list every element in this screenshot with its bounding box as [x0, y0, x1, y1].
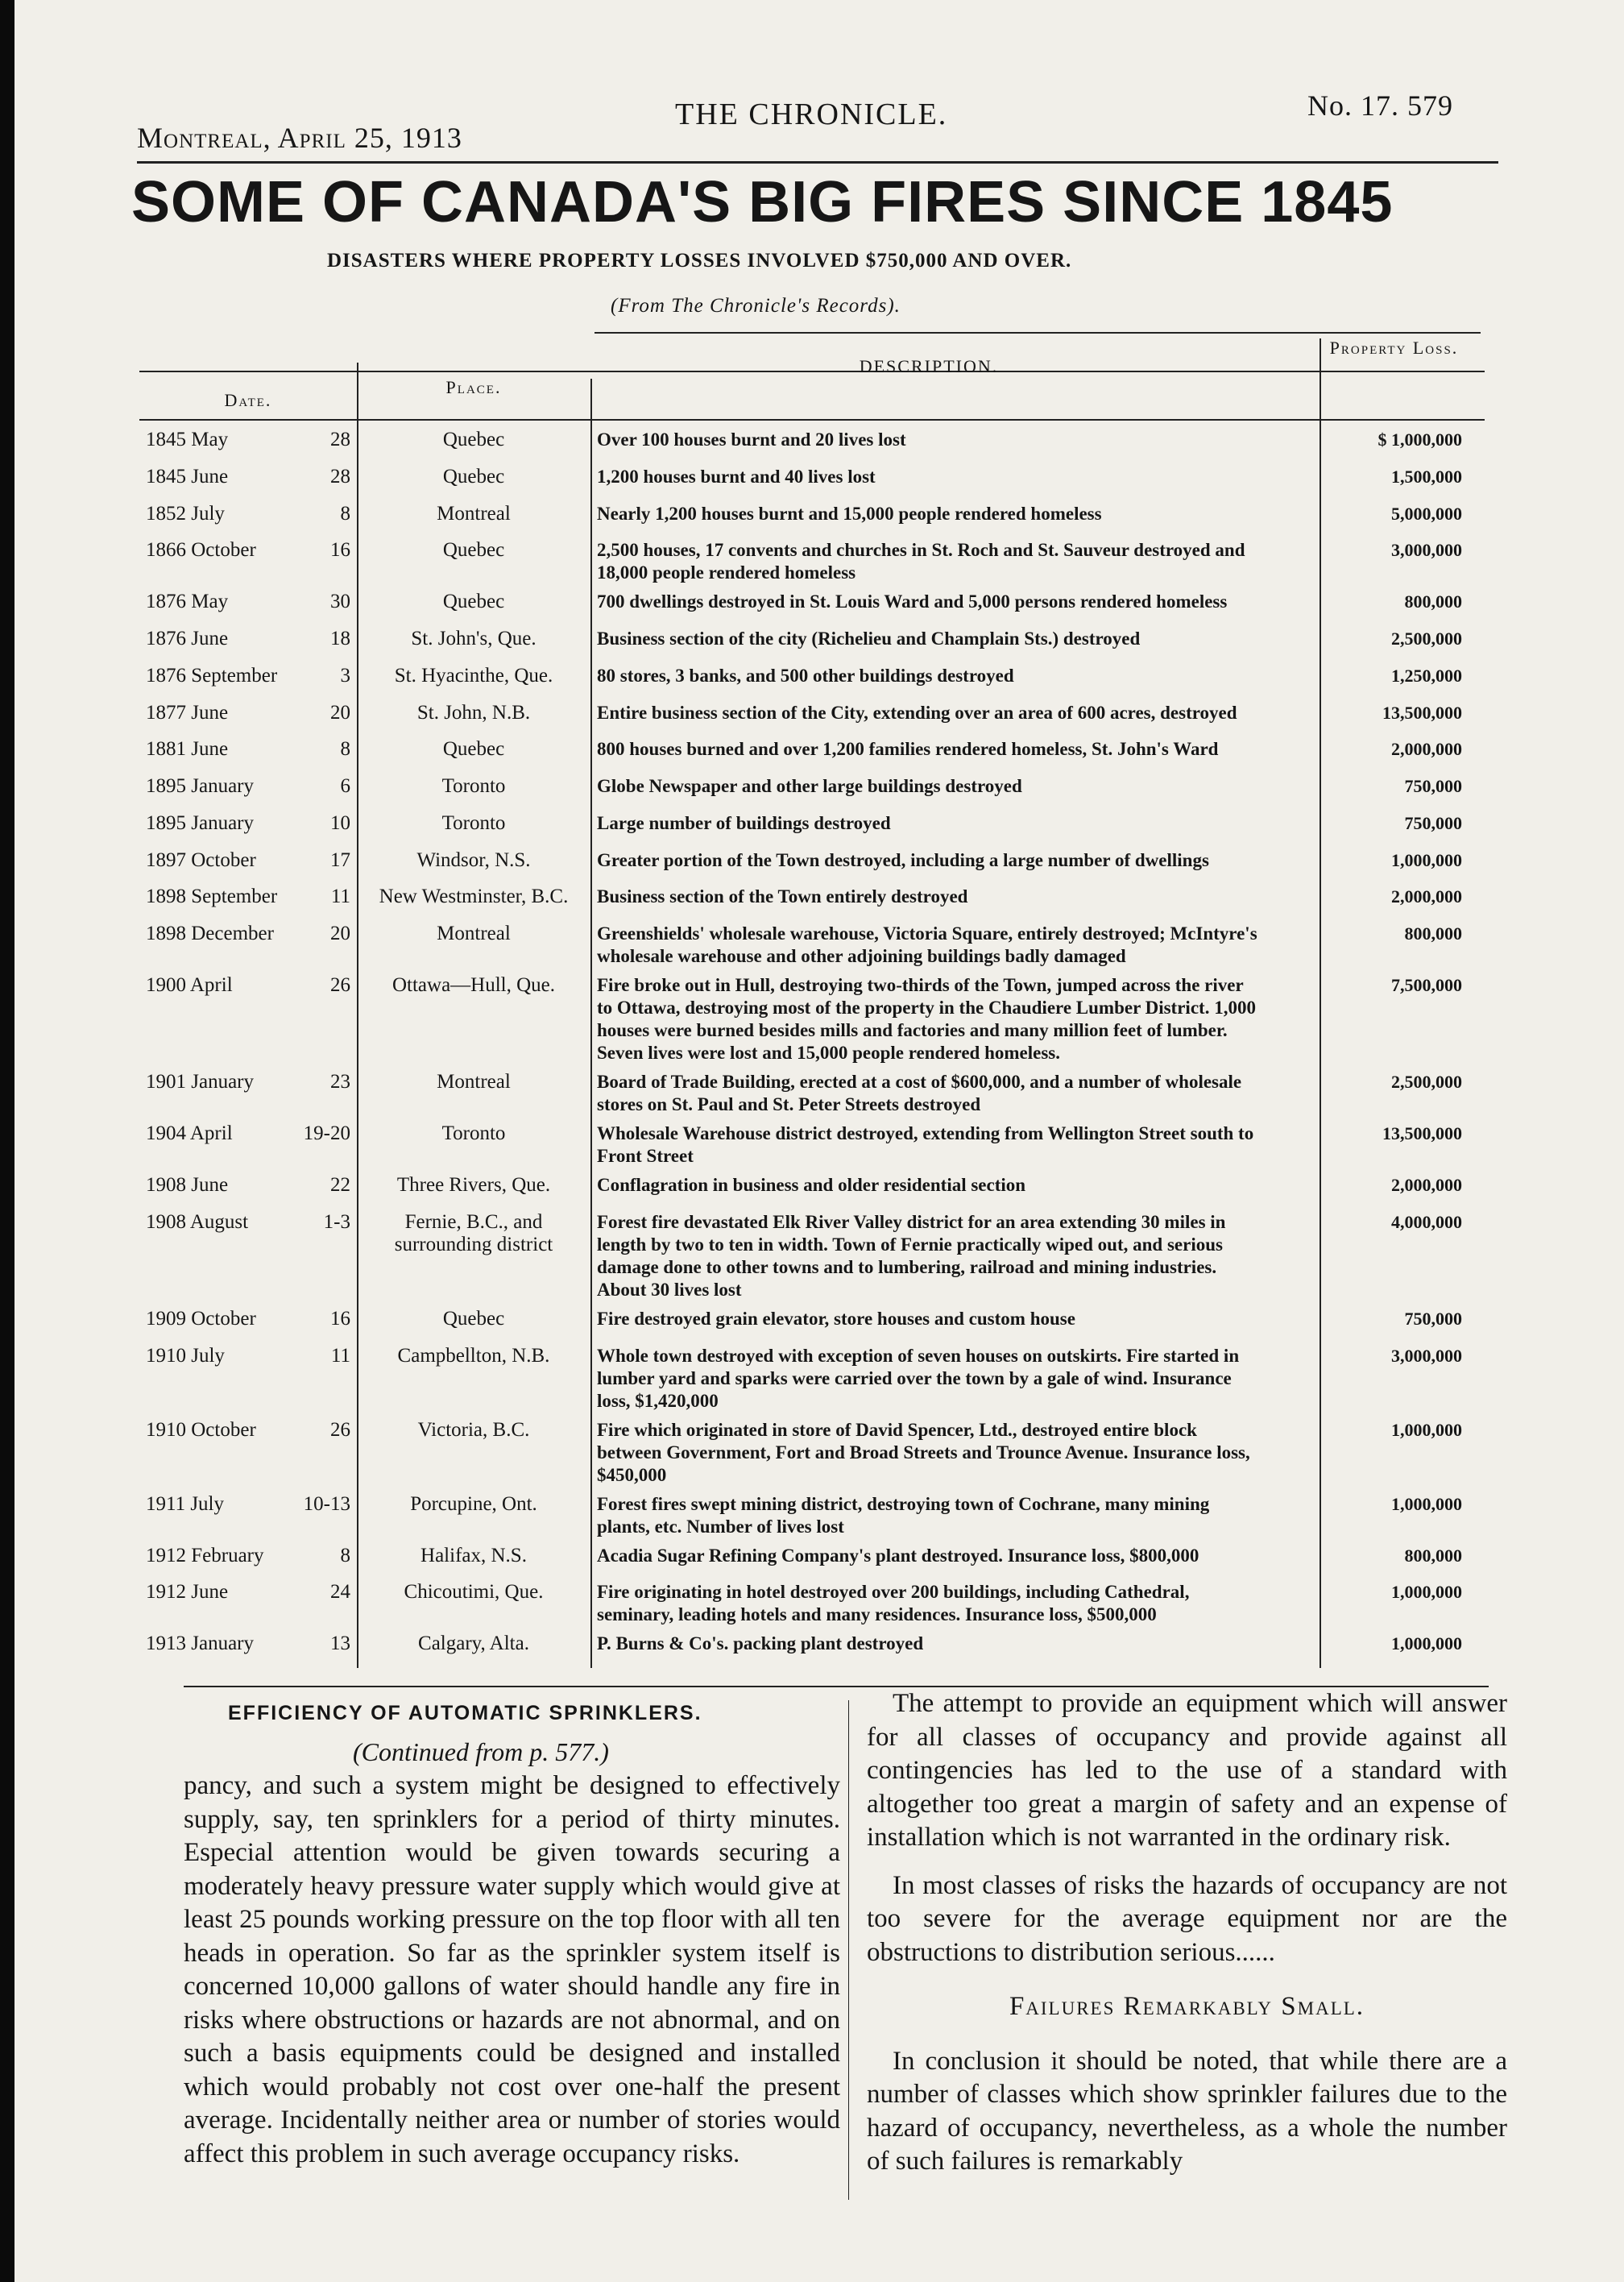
column-header-description: DESCRIPTION.: [859, 356, 999, 376]
date-label: 1876 September: [146, 664, 278, 687]
day-label: 3: [340, 664, 350, 687]
table-cell-date: [139, 846, 357, 883]
table-cell-description: Whole town destroyed with exception of seven houses on outskirts. Fire started in lumber yard and sparks were carried over the town by a gale of wind. Insurance loss, $1,420,000: [597, 1345, 1240, 1411]
table-cell-place: St. John, N.B.: [416, 701, 531, 724]
table-cell-place: Quebec: [442, 539, 505, 562]
table-cell-description: Fire which originated in store of David Spencer, Ltd., destroyed entire block between Government, Fort and Broad Streets and Trounce Avenue. Insurance loss, $450,000: [597, 1419, 1250, 1485]
date-label: 1912 June: [146, 1581, 229, 1604]
table-cell-date: [139, 1068, 357, 1119]
day-label: 11: [330, 1344, 350, 1367]
table-cell-place: Porcupine, Ont.: [410, 1492, 537, 1515]
page-header-masthead: THE CHRONICLE.: [675, 98, 948, 131]
article-title: EFFICIENCY OF AUTOMATIC SPRINKLERS.: [228, 1702, 702, 1724]
date-label: 1898 December: [146, 923, 274, 944]
table-cell-loss: 800,000: [1404, 923, 1462, 944]
table-cell-loss: 2,000,000: [1391, 886, 1462, 907]
table-cell-place: Toronto: [441, 775, 506, 797]
table-cell-description: 80 stores, 3 banks, and 500 other buildings destroyed: [597, 665, 1014, 686]
table-cell-loss: 5,000,000: [1391, 503, 1462, 524]
article-left-column: pancy, and such a system might be designed to effectively supply, say, ten sprinklers for a period of thirty minutes. Especial attention would be given towards securing a moderately heavy pressure water supply which would give at least 25 pounds working pressure on the top floor with all ten heads in operation. So far as the sprinkler system itself is concerned 10,000 gallons of water should handle any fire in risks where obstructions or hazards are not abnormal, and on such a basis equipments could be designed and installed which would probably not cost over one-half the present average. Incidentally neither area or number of stories would affect this problem in such average occupancy risks.: [184, 1771, 840, 2168]
date-label: 1913 January: [146, 1633, 254, 1655]
table-cell-loss: 1,000,000: [1391, 849, 1462, 870]
table-cell-description: Acadia Sugar Refining Company's plant destroyed. Insurance loss, $800,000: [597, 1545, 1199, 1566]
date-label: 1876 May: [146, 591, 229, 613]
table-cell-description: Conflagration in business and older residential section: [597, 1175, 1026, 1195]
table-cell-loss: 1,000,000: [1391, 1493, 1462, 1514]
table-cell-description: P. Burns & Co's. packing plant destroyed: [597, 1633, 924, 1654]
day-label: 16: [330, 1307, 350, 1330]
date-label: 1904 April: [146, 1122, 233, 1144]
day-label: 23: [330, 1071, 350, 1093]
table-cell-loss: 13,500,000: [1382, 1123, 1462, 1143]
day-label: 11: [330, 886, 350, 908]
article-section-heading: Failures Remarkably Small.: [1009, 1992, 1365, 2021]
table-cell-date: [139, 809, 357, 846]
date-label: 1901 January: [146, 1071, 254, 1093]
table-cell-place: Victoria, B.C.: [417, 1418, 530, 1441]
table-cell-place: Calgary, Alta.: [418, 1633, 529, 1655]
table-cell-loss: 750,000: [1404, 776, 1462, 796]
table-cell-loss: 2,500,000: [1391, 1072, 1462, 1092]
table-cell-date: [139, 1541, 357, 1579]
day-label: 1-3: [323, 1210, 350, 1233]
table-cell-date: [139, 624, 357, 662]
table-cell-loss: 750,000: [1404, 1308, 1462, 1329]
table-cell-place: Ottawa—Hull, Que.: [392, 974, 556, 996]
date-label: 1900 April: [146, 974, 233, 996]
day-label: 8: [340, 738, 350, 761]
table-cell-place: Toronto: [441, 811, 506, 834]
table-cell-date: [139, 1578, 357, 1629]
day-label: 10: [330, 811, 350, 834]
table-cell-date: [139, 1119, 357, 1171]
day-label: 6: [340, 775, 350, 797]
table-cell-description: Forest fire devastated Elk River Valley district for an area extending 30 miles in length by two to ten in width. Town of Fernie practically wiped out, and serious damage done to other towns and to lumbering, railroad and mining industries. About 30 lives lost: [597, 1211, 1226, 1300]
date-label: 1898 September: [146, 886, 278, 908]
table-cell-loss: 800,000: [1404, 591, 1462, 612]
table-cell-date: [139, 699, 357, 736]
table-cell-date: [139, 587, 357, 624]
table-cell-date: [139, 536, 357, 587]
table-cell-loss: 1,000,000: [1391, 1419, 1462, 1440]
table-cell-date: [139, 1171, 357, 1208]
column-header-place: Place.: [445, 377, 502, 397]
day-label: 19-20: [303, 1122, 350, 1144]
article-right-column: [867, 1687, 1507, 2193]
day-label: 20: [330, 923, 350, 944]
table-cell-date: [139, 1305, 357, 1342]
table-cell-place: Quebec: [442, 429, 505, 450]
day-label: 10-13: [303, 1492, 350, 1515]
table-cell-place: St. John's, Que.: [411, 628, 536, 649]
table-cell-place: St. Hyacinthe, Que.: [394, 664, 553, 687]
table-cell-description: Business section of the Town entirely destroyed: [597, 886, 968, 907]
table-cell-date: [139, 919, 357, 971]
table-cell-place: Quebec: [442, 738, 505, 761]
day-label: 28: [330, 465, 350, 488]
table-cell-description: Forest fires swept mining district, destroying town of Cochrane, many mining plants, etc. Number of lives lost: [597, 1493, 1210, 1537]
table-cell-place: Chicoutimi, Que.: [404, 1581, 544, 1604]
table-cell-date: [139, 425, 357, 463]
table-cell-loss: 1,000,000: [1391, 1633, 1462, 1654]
day-label: 13: [330, 1633, 350, 1655]
table-cell-place: Montreal: [437, 502, 511, 525]
table-cell-loss: 1,000,000: [1391, 1582, 1462, 1603]
date-label: 1877 June: [146, 701, 229, 724]
table-cell-description: Entire business section of the City, extending over an area of 600 acres, destroyed: [597, 702, 1237, 723]
article-paragraph: The attempt to provide an equipment which will answer for all classes of occupancy and provide against all contingencies has led to the use of a standard with altogether too great a margin of safety and an expense of installation which is not warranted in the ordinary risk.: [867, 1689, 1507, 1852]
article-continued-note: (Continued from p. 577.): [353, 1737, 609, 1766]
table-cell-place: Toronto: [441, 1122, 506, 1144]
date-label: 1911 July: [146, 1492, 224, 1515]
day-label: 18: [330, 628, 350, 649]
table-cell-description: Fire destroyed grain elevator, store houses and custom house: [597, 1308, 1075, 1329]
date-label: 1910 October: [146, 1418, 256, 1441]
header-rule: [137, 161, 1498, 164]
date-label: 1912 February: [146, 1544, 264, 1566]
article-subheadline: DISASTERS WHERE PROPERTY LOSSES INVOLVED $750,000 AND OVER.: [327, 250, 1072, 272]
table-cell-place: Three Rivers, Que.: [396, 1174, 551, 1196]
table-cell-description: Greenshields' wholesale warehouse, Victoria Square, entirely destroyed; McIntyre's wholesale warehouse and other adjoining buildings badly damaged: [597, 923, 1257, 966]
table-cell-description: Fire broke out in Hull, destroying two-thirds of the Town, jumped across the river to Ottawa, destroying most of the property in the Chaudiere Lumber District. 1,000 houses were burned besides mills and factories and many million feet of lumber. Seven lives were lost and 15,000 people rendered homeless.: [597, 975, 1256, 1063]
date-label: 1845 May: [146, 429, 229, 450]
table-cell-loss: 2,000,000: [1391, 739, 1462, 760]
date-label: 1908 August: [146, 1210, 249, 1233]
date-label: 1895 January: [146, 775, 254, 797]
table-cell-date: [139, 971, 357, 1068]
table-cell-date: [139, 1208, 357, 1305]
table-cell-place: Campbellton, N.B.: [397, 1344, 550, 1367]
date-label: 1910 July: [146, 1344, 225, 1367]
day-label: 30: [330, 591, 350, 613]
table-cell-loss: 3,000,000: [1391, 540, 1462, 561]
table-cell-description: Board of Trade Building, erected at a cost of $600,000, and a number of wholesale stores on St. Paul and St. Peter Streets destroyed: [597, 1072, 1242, 1114]
table-cell-description: 2,500 houses, 17 convents and churches in St. Roch and St. Sauveur destroyed and 18,000 people rendered homeless: [597, 540, 1245, 583]
table-top-rule: [594, 332, 1481, 334]
table-cell-place: Windsor, N.S.: [416, 848, 531, 871]
day-label: 17: [330, 848, 350, 871]
day-label: 8: [340, 502, 350, 525]
table-cell-description: Over 100 houses burnt and 20 lives lost: [597, 429, 906, 450]
table-cell-date: [139, 882, 357, 919]
day-label: 22: [330, 1174, 350, 1196]
table-cell-description: Business section of the city (Richelieu and Champlain Sts.) destroyed: [597, 629, 1141, 649]
day-label: 26: [330, 1418, 350, 1441]
table-cell-description: Nearly 1,200 houses burnt and 15,000 people rendered homeless: [597, 503, 1102, 524]
table-cell-loss: $ 1,000,000: [1378, 429, 1462, 450]
table-cell-place: Quebec: [442, 591, 505, 613]
table-cell-place: Halifax, N.S.: [420, 1544, 527, 1566]
table-cell-loss: 2,500,000: [1391, 629, 1462, 649]
day-label: 28: [330, 429, 350, 450]
table-header-bottom-rule: [139, 419, 1485, 421]
table-cell-place: Montreal: [437, 923, 511, 944]
table-cell-description: Globe Newspaper and other large buildings destroyed: [597, 776, 1022, 796]
table-cell-loss: 4,000,000: [1391, 1211, 1462, 1232]
table-cell-date: [139, 1342, 357, 1416]
article-source-note: (From The Chronicle's Records).: [611, 295, 901, 317]
article-column-divider: [848, 1700, 849, 2200]
table-cell-place: Quebec: [442, 1307, 505, 1330]
table-cell-date: [139, 1629, 357, 1666]
table-cell-loss: 3,000,000: [1391, 1345, 1462, 1366]
table-cell-loss: 1,250,000: [1391, 665, 1462, 686]
date-label: 1895 January: [146, 811, 254, 834]
table-cell-description: Wholesale Warehouse district destroyed, extending from Wellington Street south to Front Street: [597, 1123, 1254, 1166]
table-cell-place: Montreal: [437, 1071, 511, 1093]
article-headline: SOME OF CANADA'S BIG FIRES SINCE 1845: [131, 170, 1394, 234]
table-cell-loss: 1,500,000: [1391, 466, 1462, 487]
date-label: 1852 July: [146, 502, 225, 525]
day-label: 26: [330, 974, 350, 996]
table-cell-description: Fire originating in hotel destroyed over 200 buildings, including Cathedral, seminary, leading hotels and many residences. Insurance loss, $500,000: [597, 1582, 1190, 1625]
table-cell-loss: 2,000,000: [1391, 1175, 1462, 1195]
page-header-issue: No. 17. 579: [1307, 89, 1453, 122]
date-label: 1876 June: [146, 628, 229, 649]
table-cell-description: Large number of buildings destroyed: [597, 812, 891, 833]
day-label: 24: [330, 1581, 350, 1604]
article-paragraph: In most classes of risks the hazards of occupancy are not too severe for the average equipment nor are the obstructions to distribution serious......: [867, 1870, 1507, 1967]
column-header-date: Date.: [224, 390, 272, 410]
day-label: 16: [330, 539, 350, 562]
date-label: 1908 June: [146, 1174, 229, 1196]
table-cell-date: [139, 662, 357, 699]
column-header-loss: Property Loss.: [1329, 338, 1459, 358]
table-cell-description: 1,200 houses burnt and 40 lives lost: [597, 466, 876, 487]
table-cell-date: [139, 735, 357, 772]
table-cell-date: [139, 463, 357, 500]
day-label: 20: [330, 701, 350, 724]
table-cell-date: [139, 1416, 357, 1490]
table-cell-date: [139, 500, 357, 537]
table-cell-place: New Westminster, B.C.: [379, 886, 569, 908]
day-label: 8: [340, 1544, 350, 1566]
article-paragraph: In conclusion it should be noted, that while there are a number of classes which show sprinkler failures due to the hazard of occupancy, nevertheless, as a whole the number of such failures is remarkably: [867, 2046, 1507, 2176]
table-cell-place: Fernie, B.C., and surrounding district: [394, 1210, 553, 1255]
table-cell-loss: 13,500,000: [1382, 702, 1462, 723]
date-label: 1909 October: [146, 1307, 256, 1330]
table-cell-loss: 750,000: [1404, 812, 1462, 833]
table-cell-description: 700 dwellings destroyed in St. Louis Ward and 5,000 persons rendered homeless: [597, 591, 1228, 612]
date-label: 1881 June: [146, 738, 229, 761]
date-label: 1866 October: [146, 539, 256, 562]
table-cell-place: Quebec: [442, 465, 505, 488]
date-label: 1897 October: [146, 848, 256, 871]
table-cell-date: [139, 772, 357, 809]
table-cell-loss: 800,000: [1404, 1545, 1462, 1566]
table-cell-loss: 7,500,000: [1391, 975, 1462, 995]
date-label: 1845 June: [146, 465, 229, 488]
table-cell-description: 800 houses burned and over 1,200 families rendered homeless, St. John's Ward: [597, 739, 1219, 760]
page-header-date: Montreal, April 25, 1913: [137, 122, 462, 154]
table-cell-description: Greater portion of the Town destroyed, including a large number of dwellings: [597, 849, 1209, 870]
table-cell-date: [139, 1490, 357, 1541]
newspaper-page: [14, 0, 1624, 2282]
fires-table-body: [139, 425, 1485, 1666]
